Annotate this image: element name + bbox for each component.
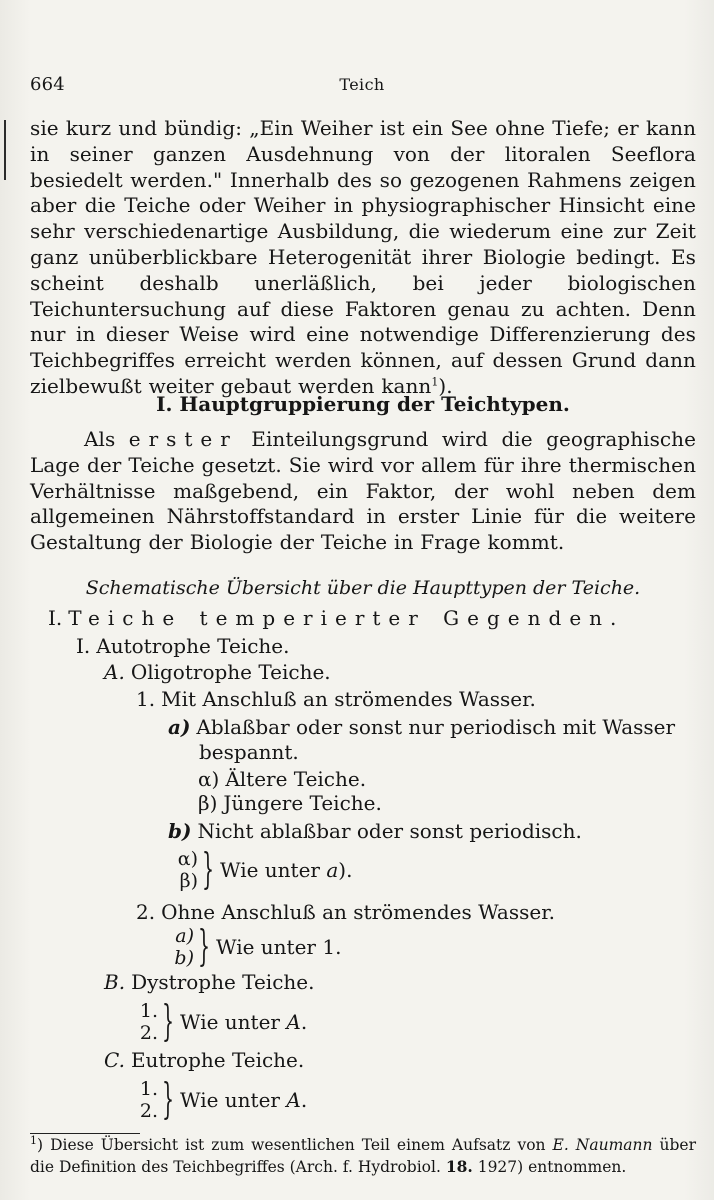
outline-mark: b)	[168, 819, 192, 843]
brace-group-a-b	[172, 921, 472, 971]
cross-reference	[180, 1089, 307, 1111]
cross-reference	[220, 859, 352, 881]
outline-level1	[48, 604, 624, 632]
paragraph-classification	[30, 427, 696, 557]
outline-mark: a)	[168, 715, 191, 739]
cross-reference	[180, 1011, 307, 1033]
brace-stack	[136, 1000, 158, 1044]
outline-mark: C.	[104, 1048, 125, 1072]
cross-reference-text: Wie unter	[180, 1010, 287, 1034]
outline-text: Eutrophe Teiche.	[130, 1048, 305, 1072]
outline-text: Mit Anschluß an strömendes Wasser.	[161, 687, 536, 711]
outline-text: Ohne Anschluß an strömendes Wasser.	[161, 900, 555, 924]
outline-text: Teiche temperierter Gegenden.	[68, 606, 625, 630]
outline-text: Oligotrophe Teiche.	[130, 660, 331, 684]
footnote-number: 1	[30, 1133, 37, 1147]
brace-top-mark: α)	[177, 848, 198, 870]
paragraph-lead: Als	[84, 427, 129, 451]
brace-group-1-2-dystrophe	[136, 996, 436, 1046]
brace-top-mark: a)	[175, 925, 194, 947]
outline-text: Ältere Teiche.	[225, 767, 367, 791]
brace-bottom-mark: b)	[174, 947, 194, 969]
outline-mark: B.	[104, 970, 126, 994]
cross-reference-target: A	[286, 1010, 301, 1034]
outline-mark: α)	[198, 767, 220, 791]
footnote-ref: 1	[431, 375, 439, 389]
cross-reference-end: .	[300, 1010, 308, 1034]
running-title: Teich	[339, 75, 385, 94]
footnote-divider	[30, 1133, 140, 1134]
cross-reference-end: ).	[338, 858, 353, 882]
brace-top-mark: 1.	[139, 1000, 158, 1022]
paragraph-intro	[30, 116, 696, 398]
brace-group-1-2-eutrophe	[136, 1074, 436, 1124]
curly-brace-icon: }	[198, 921, 211, 970]
cross-reference-target: a	[326, 858, 339, 882]
cross-reference-text: Wie unter	[180, 1088, 287, 1112]
outline-text: Dystrophe Teiche.	[131, 970, 315, 994]
outline-level2	[76, 632, 289, 660]
outline-mark: 1.	[136, 687, 156, 711]
cross-reference-target: A	[286, 1088, 301, 1112]
brace-bottom-mark: β)	[179, 870, 198, 892]
margin-mark	[4, 120, 6, 180]
cross-reference: Wie unter 1.	[216, 935, 342, 959]
footnote-author: E. Naumann	[552, 1136, 653, 1154]
outline-text: Ablaßbar oder sonst nur periodisch mit Wasser	[196, 715, 676, 739]
brace-stack	[172, 925, 194, 969]
cross-reference-text: Wie unter	[220, 858, 327, 882]
outline-item-a	[168, 713, 675, 741]
footnote-text: ) Diese Übersicht ist zum wesentlichen Teil einem Aufsatz von	[37, 1136, 553, 1154]
brace-stack	[136, 1078, 158, 1122]
outline-mark: β)	[198, 791, 218, 815]
outline-item-a-continued: bespannt.	[199, 740, 299, 764]
outline-text: Nicht ablaßbar oder sonst periodisch.	[197, 819, 582, 843]
footnote-volume: 18.	[445, 1157, 473, 1176]
brace-stack	[176, 848, 198, 892]
curly-brace-icon: }	[202, 844, 215, 893]
outline-mark: I.	[48, 606, 63, 630]
brace-bottom-mark: 2.	[139, 1022, 158, 1044]
paragraph-rest: Einteilungsgrund wird die geographische Lage der Teiche gesetzt. Sie wird vor allem für ihre thermischen Verhältnisse maßgebend, ein Faktor, der wohl neben dem allgemeinen Nährstoffstandard in erster Linie für die weitere Gestaltung der Biologie der Teiche in Frage kommt.	[30, 427, 696, 555]
schema-title: Schematische Übersicht über die Haupttypen der Teiche.	[85, 577, 641, 599]
outline-text: Autotrophe Teiche.	[96, 634, 290, 658]
outline-dystrophe	[104, 968, 314, 996]
page-header	[30, 70, 694, 100]
cross-reference-end: .	[300, 1088, 308, 1112]
brace-bottom-mark: 2.	[139, 1100, 158, 1122]
footnote-text: 1927) entnommen.	[472, 1158, 627, 1176]
outline-item-1	[136, 685, 536, 713]
outline-text: Jüngere Teiche.	[223, 791, 382, 815]
outline-item-beta	[198, 789, 382, 817]
outline-mark: I.	[76, 634, 91, 658]
curly-brace-icon: }	[162, 996, 175, 1045]
spaced-emphasis: erster	[128, 427, 238, 451]
footnote-text: über die Definition des Teichbegriffes (Arch. f. Hydrobiol.	[30, 1136, 697, 1176]
paragraph-intro-end: ).	[438, 373, 453, 398]
curly-brace-icon: }	[162, 1074, 175, 1123]
brace-group-alpha-beta	[176, 844, 476, 894]
outline-eutrophe	[104, 1046, 304, 1074]
outline-oligotrophe	[104, 658, 331, 686]
outline-mark: 2.	[136, 900, 156, 924]
footnote	[30, 1135, 696, 1178]
page-number: 664	[30, 74, 65, 95]
brace-top-mark: 1.	[139, 1078, 158, 1100]
outline-item-b	[168, 817, 582, 845]
outline-mark: A.	[104, 660, 125, 684]
section-heading: I. Hauptgruppierung der Teichtypen.	[156, 392, 570, 416]
paragraph-intro-text: sie kurz und bündig: „Ein Weiher ist ein See ohne Tiefe; er kann in seiner ganzen Ausdehnung von der litoralen Seeflora besiedelt werden." Innerhalb des so gezogenen Rahmens zeigen aber die Teiche oder Weiher in physiographischer Hinsicht eine sehr verschiedenartige Ausbildung, die wiederum eine zur Zeit ganz unüberblickbare Heterogenität ihrer Biologie bedingt. Es scheint deshalb unerläßlich, bei jeder biologischen Teichuntersuchung auf diese Faktoren genau zu achten. Denn nur in dieser Weise wird eine notwendige Differenzierung des Teichbegriffes erreicht werden können, auf dessen Grund dann zielbewußt weiter gebaut werden kann	[30, 116, 696, 398]
